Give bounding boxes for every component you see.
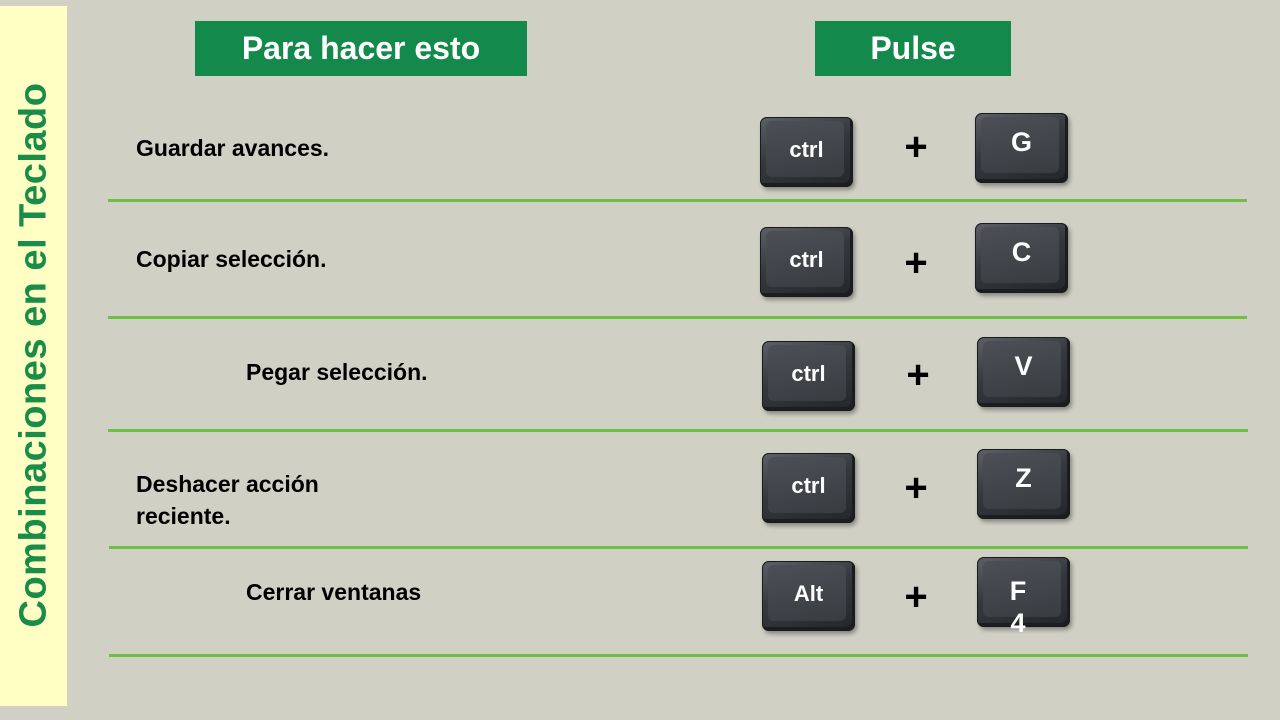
ctrl-key (762, 341, 855, 411)
z-key (977, 449, 1070, 519)
key-label: V (1014, 351, 1033, 381)
row-divider (109, 654, 1248, 657)
key-number: 4 (1010, 608, 1026, 638)
key-label: Alt (793, 581, 824, 606)
key-label: G (1010, 127, 1032, 157)
ctrl-key (760, 227, 853, 297)
key-label: ctrl (789, 137, 824, 162)
plus-sign: + (904, 466, 928, 510)
side-title: Combinaciones en el Teclado (12, 82, 55, 628)
header-action: Para hacer esto (195, 21, 527, 76)
alt-key (762, 561, 855, 631)
plus-sign: + (904, 125, 928, 169)
header-keys: Pulse (815, 21, 1011, 76)
row-description: Cerrar ventanas (246, 579, 422, 605)
ctrl-key (762, 453, 855, 523)
key-label: C (1011, 237, 1032, 267)
key-label: ctrl (791, 473, 826, 498)
key-label: ctrl (789, 247, 824, 272)
plus-sign: + (906, 353, 930, 397)
plus-sign: + (904, 241, 928, 285)
row-description: Copiar selección. (136, 246, 327, 272)
row-description: Guardar avances. (136, 135, 330, 161)
row-description: Deshacer acción reciente. (136, 471, 319, 529)
key-letter: F (1009, 576, 1027, 606)
key-label: ctrl (791, 361, 826, 386)
row-divider (108, 316, 1247, 319)
plus-sign: + (904, 575, 928, 619)
ctrl-key (760, 117, 853, 187)
row-divider (108, 429, 1248, 432)
row-description: Pegar selección. (246, 359, 428, 385)
f4-key (977, 557, 1070, 638)
c-key (975, 223, 1068, 293)
v-key (977, 337, 1070, 407)
g-key (975, 113, 1068, 183)
key-label (977, 575, 1059, 639)
row-divider (109, 546, 1248, 549)
key-label: Z (1015, 463, 1032, 493)
row-divider (108, 199, 1247, 202)
